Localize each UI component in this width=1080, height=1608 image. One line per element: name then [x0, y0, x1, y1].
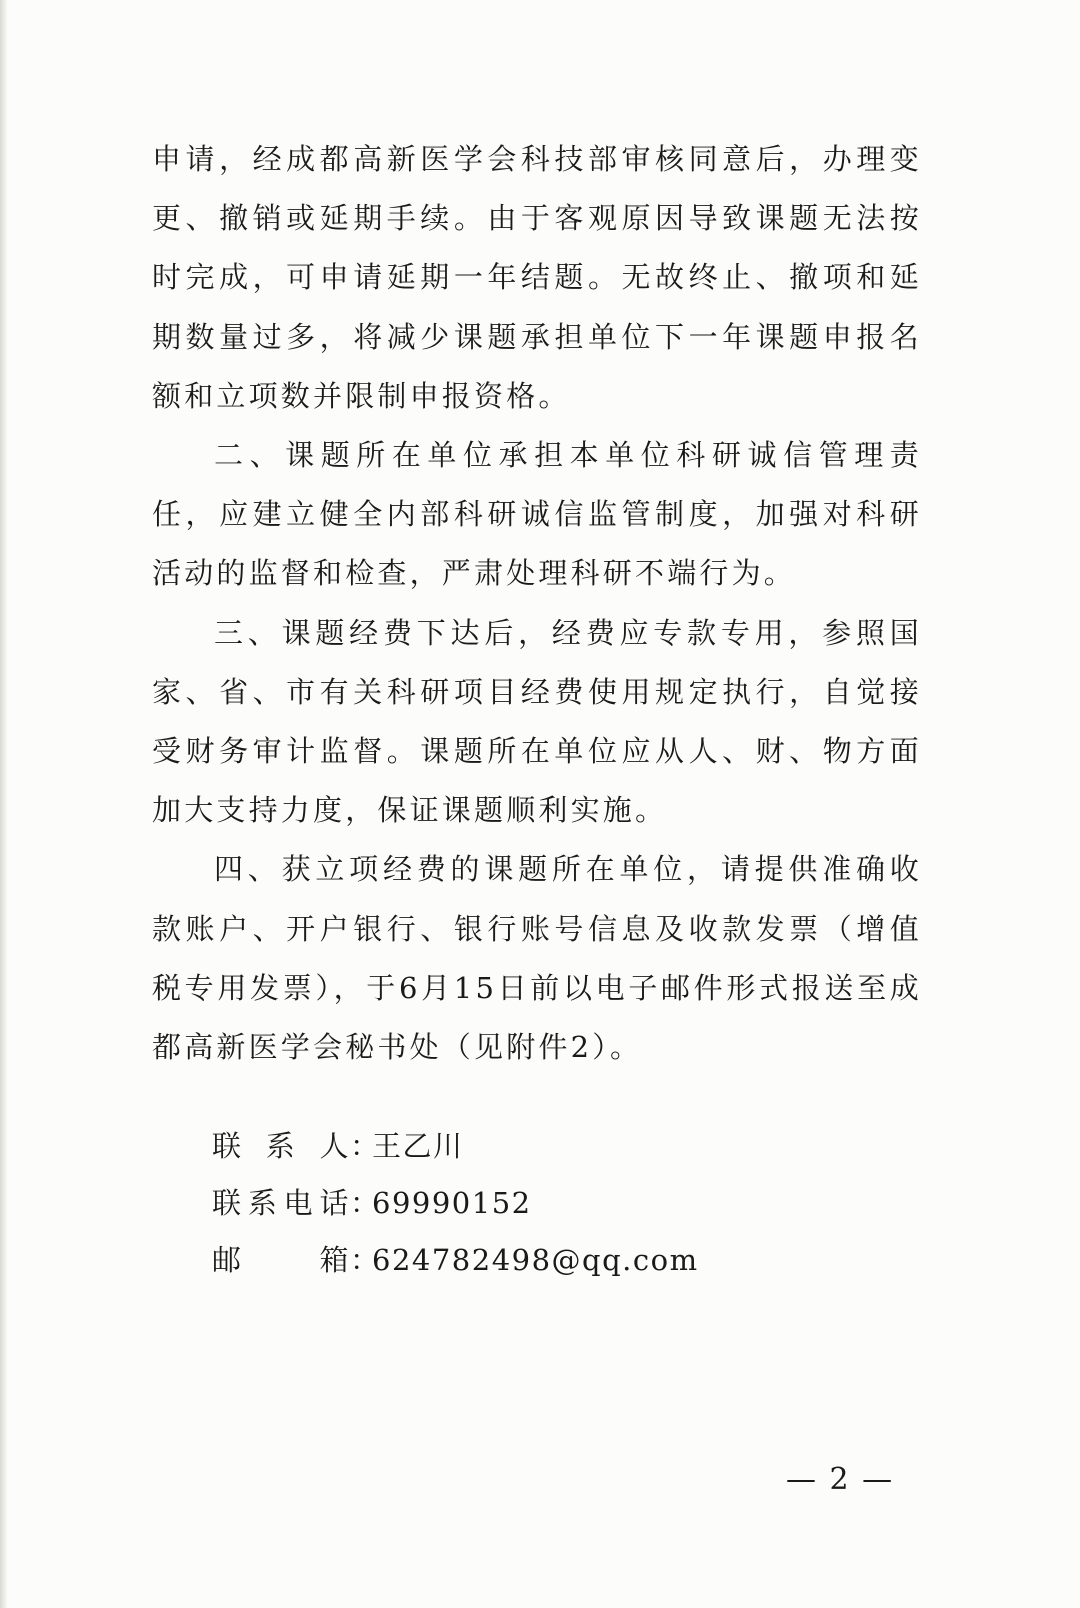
- document-body: [152, 130, 922, 1077]
- contact-email-row: [212, 1232, 699, 1289]
- contact-email-label: 邮箱: [212, 1243, 350, 1277]
- contact-colon: ：: [350, 1186, 381, 1220]
- contact-phone-row: [212, 1175, 699, 1232]
- contact-person-value: 王乙川: [372, 1129, 464, 1163]
- contact-phone-value: 69990152: [372, 1186, 532, 1220]
- page-number: — 2 —: [786, 1462, 895, 1497]
- contact-phone-label: 联系电话: [212, 1186, 350, 1220]
- paragraph-item-2: 二、课题所在单位承担本单位科研诚信管理责任，应建立健全内部科研诚信监管制度，加强对科研活动的监督和检查，严肃处理科研不端行为。: [152, 438, 922, 591]
- contact-block: [212, 1118, 699, 1289]
- paragraph-item-3: 三、课题经费下达后，经费应专款专用，参照国家、省、市有关科研项目经费使用规定执行，自觉接受财务审计监督。课题所在单位应从人、财、物方面加大支持力度，保证课题顺利实施。: [152, 615, 922, 828]
- contact-colon: ：: [350, 1243, 381, 1277]
- paragraph-continuation: 申请，经成都高新医学会科技部审核同意后，办理变更、撤销或延期手续。由于客观原因导致课题无法按时完成，可申请延期一年结题。无故终止、撤项和延期数量过多，将减少课题承担单位下一年课题申报名额和立项数并限制申报资格。: [152, 142, 922, 413]
- paragraph-item-4: 四、获立项经费的课题所在单位，请提供准确收款账户、开户银行、银行账号信息及收款发票（增值税专用发票），于6月15日前以电子邮件形式报送至成都高新医学会秘书处（见附件2）。: [152, 852, 922, 1065]
- contact-person-label: 联系人: [212, 1129, 350, 1163]
- scan-edge: [0, 0, 8, 1608]
- contact-colon: ：: [350, 1129, 381, 1163]
- contact-person-row: [212, 1118, 699, 1175]
- contact-email-value: 624782498@qq.com: [372, 1243, 699, 1277]
